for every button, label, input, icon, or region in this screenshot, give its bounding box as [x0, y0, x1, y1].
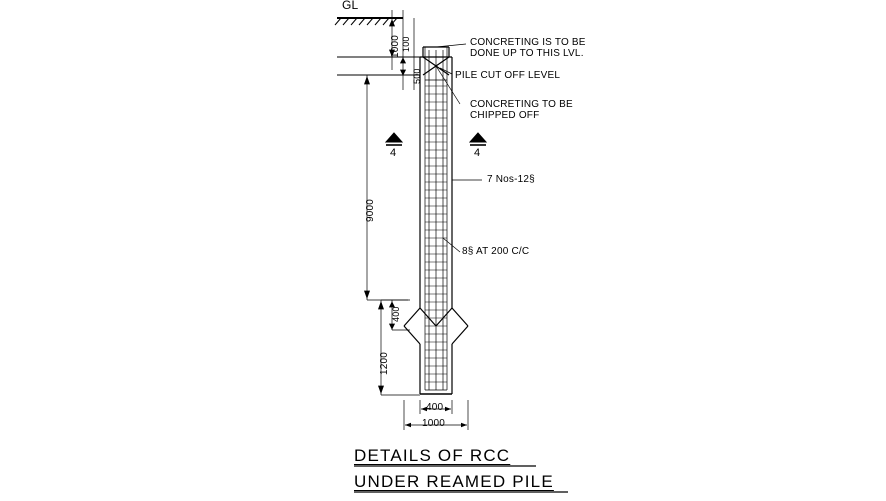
note-main-bars: 7 Nos-12§ — [487, 174, 535, 185]
ground-level-label: GL — [342, 0, 359, 12]
section-mark-label-left: 4 — [390, 147, 397, 159]
note-concreting-level-line2: DONE UP TO THIS LVL. — [470, 48, 584, 59]
note-stirrups: 8§ AT 200 C/C — [462, 246, 530, 257]
dim-label-1200: 1200 — [379, 351, 390, 375]
reinforcement-bars — [425, 47, 447, 390]
dim-label-100: 100 — [401, 36, 411, 52]
dim-label-500: 500 — [412, 68, 422, 84]
note-concreting-level-line1: CONCRETING IS TO BE — [470, 37, 586, 48]
drawing-title-line2: UNDER REAMED PILE — [354, 472, 554, 491]
dim-label-400-width: 400 — [426, 402, 444, 413]
dim-label-1000-width: 1000 — [422, 418, 446, 429]
dim-label-400-bulb-height: 400 — [391, 306, 401, 322]
note-chipped-line1: CONCRETING TO BE — [470, 99, 573, 110]
dim-label-9000: 9000 — [365, 198, 376, 222]
dim-label-1000-top: 1000 — [390, 34, 401, 58]
section-mark-label-right: 4 — [474, 147, 481, 159]
note-pile-cut-off-level: PILE CUT OFF LEVEL — [455, 70, 561, 81]
drawing-title-line1: DETAILS OF RCC — [354, 446, 511, 465]
note-chipped-line2: CHIPPED OFF — [470, 110, 540, 121]
